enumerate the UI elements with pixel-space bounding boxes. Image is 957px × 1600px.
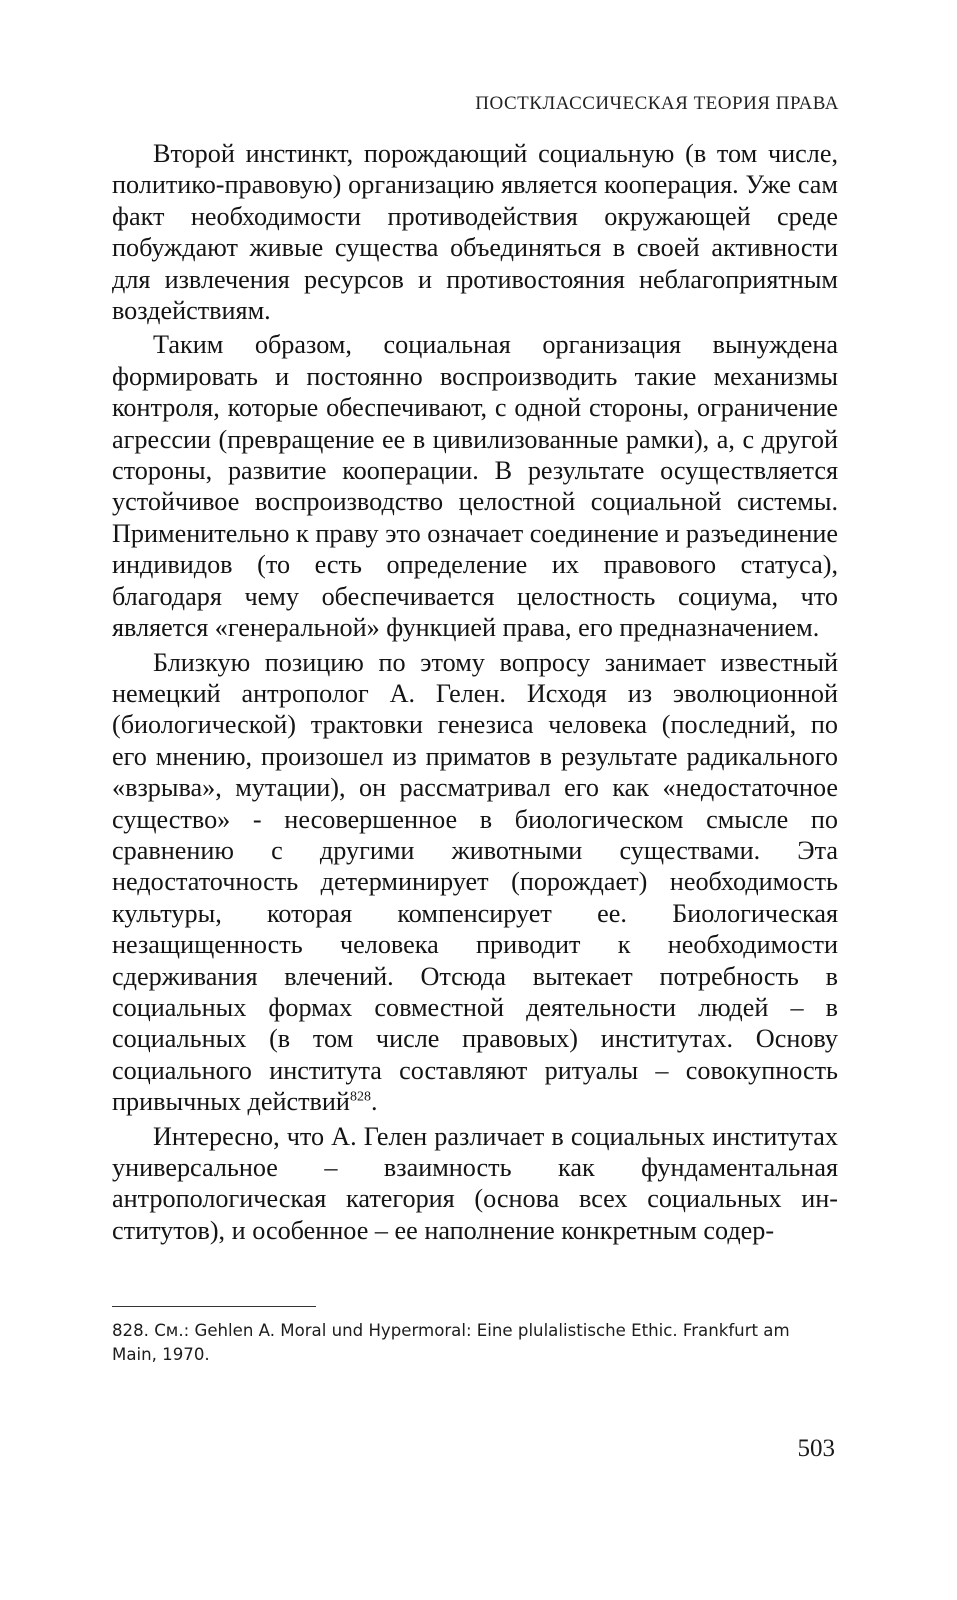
- footnote-reference: 828: [349, 1089, 371, 1105]
- footnote: 828. См.: Gehlen A. Moral und Hypermoral: Eine plulalistische Ethic. Frankfurt am Main, 1970.: [112, 1321, 790, 1364]
- page-number: 503: [797, 1435, 835, 1462]
- main-text: [112, 138, 838, 1249]
- footnote-divider: [112, 1306, 316, 1307]
- paragraph-3: [112, 647, 838, 1118]
- running-head: ПОСТКЛАССИЧЕСКАЯ ТЕОРИЯ ПРАВА: [475, 93, 839, 114]
- paragraph-3-end: .: [370, 1087, 378, 1117]
- paragraph-3-text: Близкую позицию по этому вопросу занимает известный немецкий антрополог А. Гелен. Исходя из эволюционной (биологической) трактовки генезиса человека (последний, по его мнению, произошел из приматов в результате радикального «взрыва», мутации), он рассматривал его как «недостаточное существо» - несовершенное в биологическом смысле по сравнению с другими животными существами. Эта недостаточность детерминирует (порождает) необходимость культуры, которая компенсирует ее. Биологическая незащищенность человека приводит к необходимости сдерживания влечений. Отсюда вытекает потребность в социальных формах совместной деятельности людей – в социальных (в том числе правовых) институтах. Основу социального института составляют ритуалы – совокупность привычных действий: [112, 647, 838, 1117]
- paragraph-1: Второй инстинкт, порождающий социальную (в том числе, политико-правовую) организацию является кооперация. Уже сам факт необходимости противодействия окружающей среде побуждают живые существа объединяться в своей активности для извлечения ресурсов и противостояния неблагоприятным воздействиям.: [112, 139, 838, 326]
- paragraph-4: Интересно, что А. Гелен различает в социальных институтах универсальное – взаимность как фундаментальная антропологическая категория (основа всех социальных институтов), и особенное – ее наполнение конкретным содер-: [112, 1121, 838, 1245]
- paragraph-2: Таким образом, социальная организация вынуждена формировать и постоянно воспроизводить такие механизмы контроля, которые обеспечивают, с одной стороны, ограничение агрессии (превращение ее в цивилизованные рамки), а, с другой стороны, развитие кооперации. В результате осуществляется устойчивое воспроизводство целостной социальной системы. Применительно к праву это означает соединение и разъединение индивидов (то есть определение их правового статуса), благодаря чему обеспечивается целостность социума, что является «генеральной» функцией права, его предназначением.: [112, 330, 838, 643]
